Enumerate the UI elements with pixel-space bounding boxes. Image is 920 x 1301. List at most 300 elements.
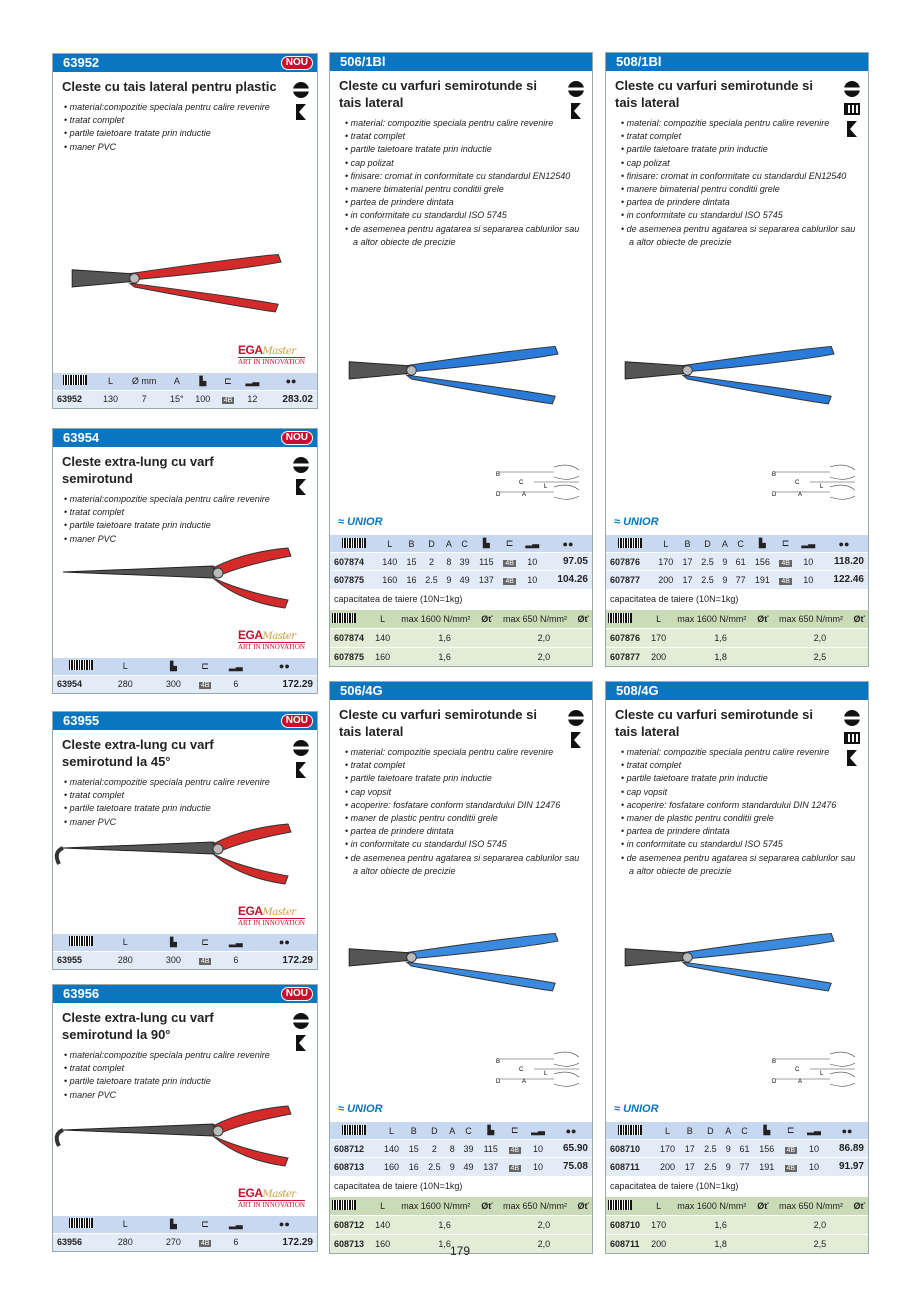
- product-body: [53, 730, 317, 933]
- cell: 10: [802, 1158, 826, 1176]
- table-header: [330, 535, 592, 553]
- product-card: [605, 52, 869, 667]
- cell: 608711: [606, 1158, 655, 1176]
- cell: 137: [474, 571, 499, 589]
- new-badge: NOU: [281, 987, 313, 1001]
- barcode-icon: [53, 372, 97, 390]
- feature-item: • tratat complet: [62, 789, 309, 802]
- quantity-icon: ▂▃: [240, 372, 265, 390]
- ega-tagline: ART IN INNOVATION: [238, 357, 305, 366]
- side-cutter-icon: [571, 103, 581, 119]
- cell: 100: [189, 390, 216, 408]
- table-header: [606, 1122, 868, 1140]
- cell: 17: [680, 1140, 699, 1158]
- product-card: [52, 984, 318, 1252]
- barcode-icon: [342, 538, 366, 548]
- round-jaw-icon: [293, 82, 309, 98]
- cell: 160: [372, 1234, 394, 1253]
- product-image: [606, 339, 868, 424]
- package-icon: ⊏: [190, 933, 220, 951]
- cell: 2,0: [496, 628, 592, 647]
- package-icon: ⊏: [190, 1215, 220, 1233]
- barcode-icon: [69, 660, 93, 670]
- cutting-row: [606, 1234, 868, 1253]
- feature-item: • partile taietoare tratate prin inductie: [62, 519, 309, 532]
- feature-item: • cap polizat: [615, 157, 860, 170]
- cell: 10: [797, 571, 820, 589]
- price-table: [606, 534, 868, 589]
- col-header: Øť: [850, 609, 868, 628]
- product-code: 63952: [63, 55, 100, 70]
- cell: 6: [220, 951, 252, 969]
- serrated-jaw-icon: [844, 732, 860, 744]
- feature-item: • partile taietoare tratate prin inductie: [62, 127, 309, 140]
- cell: 104.26: [544, 571, 592, 589]
- cell: 2,0: [772, 1215, 868, 1234]
- col-header: L: [648, 1196, 670, 1215]
- feature-list: [615, 117, 860, 249]
- ega: EGA: [238, 342, 263, 357]
- cell: [149, 1233, 156, 1251]
- feature-item: • material:compozitie speciala pentru calire revenire: [62, 101, 309, 114]
- cell: [216, 390, 239, 408]
- product-body: [606, 700, 868, 1121]
- cell: 86.89: [826, 1140, 868, 1158]
- cell: 16: [402, 571, 420, 589]
- barcode-icon: [606, 535, 653, 553]
- cutting-row: [330, 1215, 592, 1234]
- cell: 77: [735, 1158, 754, 1176]
- feature-item: • material:compozitie speciala pentru calire revenire: [62, 493, 309, 506]
- feature-item: • tratat complet: [339, 759, 584, 772]
- barcode-icon: [332, 613, 356, 623]
- col-header-empty: [142, 933, 149, 951]
- cell: 17: [678, 571, 696, 589]
- cell: 97.05: [544, 553, 592, 571]
- cell: 2.5: [421, 571, 443, 589]
- product-code-header: [330, 682, 592, 700]
- cell: 91.97: [826, 1158, 868, 1176]
- svg-text:B: B: [496, 1059, 501, 1065]
- cell: [499, 553, 521, 571]
- cell: 49: [459, 1158, 478, 1176]
- price-table: [53, 657, 317, 694]
- feature-list: [339, 117, 584, 249]
- cell: 10: [802, 1140, 826, 1158]
- cell: 15°: [164, 390, 189, 408]
- cell: 61: [735, 1140, 754, 1158]
- cell: 63955: [53, 951, 108, 969]
- cell: 191: [750, 571, 775, 589]
- col-header: Øť: [754, 609, 772, 628]
- product-code: 63955: [63, 713, 100, 728]
- quantity-icon: ▂▃: [220, 1215, 252, 1233]
- feature-item: • maner PVC: [62, 1089, 309, 1102]
- col-header: max 650 N/mm²: [772, 1196, 851, 1215]
- ega-logo-text: [238, 1186, 305, 1200]
- cell: 607877: [606, 571, 653, 589]
- weight-icon: ▙: [156, 1215, 190, 1233]
- cell: 9: [722, 1140, 736, 1158]
- cell: 1,6: [394, 628, 496, 647]
- barcode-icon: [606, 609, 648, 628]
- barcode-icon: [330, 609, 372, 628]
- barcode-icon: [332, 1200, 356, 1210]
- product-code: 508/1Bl: [616, 54, 662, 69]
- ega-master-logo: [238, 1186, 305, 1209]
- cell: 607875: [330, 571, 377, 589]
- side-cutter-icon: [296, 479, 306, 495]
- col-header: D: [697, 535, 719, 553]
- feature-item: • tratat complet: [339, 130, 584, 143]
- price-table: [606, 1121, 868, 1176]
- round-jaw-icon: [844, 710, 860, 726]
- cell: 137: [478, 1158, 504, 1176]
- package-badge: 4B: [781, 577, 790, 585]
- package-icon: ⊏: [190, 657, 220, 675]
- cell: 39: [459, 1140, 478, 1158]
- round-jaw-icon: [568, 81, 584, 97]
- product-code: 63954: [63, 430, 100, 445]
- cell: 10: [521, 571, 544, 589]
- svg-text:A: A: [798, 1079, 803, 1085]
- cell: 6: [220, 675, 252, 693]
- cell: 607874: [330, 628, 372, 647]
- cell: 1,6: [670, 628, 772, 647]
- price-coins-icon: ●●: [550, 1122, 592, 1140]
- svg-text:L: L: [820, 1071, 824, 1077]
- cutting-table: [330, 609, 592, 667]
- feature-item: • partile taietoare tratate prin inductie: [615, 143, 860, 156]
- round-jaw-icon: [293, 740, 309, 756]
- cell: 160: [379, 1158, 405, 1176]
- table-row: [330, 1140, 592, 1158]
- cell: 1,8: [670, 1234, 772, 1253]
- svg-text:C: C: [795, 480, 800, 486]
- cell: 608713: [330, 1234, 372, 1253]
- feature-item: • tratat complet: [62, 114, 309, 127]
- cell: 2: [421, 553, 443, 571]
- cell: 200: [648, 647, 670, 666]
- col-header: max 1600 N/mm²: [670, 609, 754, 628]
- price-coins-icon: ●●: [252, 657, 317, 675]
- cell: 63952: [53, 390, 97, 408]
- col-header-empty: [149, 1215, 156, 1233]
- pliers-image: [606, 339, 836, 419]
- pliers-image: [53, 247, 283, 327]
- cell: 130: [97, 390, 124, 408]
- table-header: [606, 535, 868, 553]
- cell: 2,0: [496, 647, 592, 666]
- weight-icon: ▙: [156, 933, 190, 951]
- ega-logo-text: [238, 343, 305, 357]
- barcode-icon: [53, 933, 108, 951]
- cell: 61: [731, 553, 749, 571]
- cell: [149, 951, 156, 969]
- table-row: [330, 553, 592, 571]
- dimension-diagram: [770, 1049, 860, 1101]
- col-header-empty: [142, 1215, 149, 1233]
- cell: 280: [108, 1233, 142, 1251]
- pliers-image: [330, 339, 560, 419]
- cell: 9: [718, 553, 731, 571]
- package-badge: 4B: [200, 1240, 210, 1248]
- ega-master-logo: [238, 628, 305, 651]
- product-card: [329, 52, 593, 667]
- product-code: 506/1Bl: [340, 54, 386, 69]
- cell: 1,8: [670, 647, 772, 666]
- cell: 140: [377, 553, 402, 571]
- weight-icon: ▙: [156, 657, 190, 675]
- feature-item: • tratat complet: [615, 759, 860, 772]
- package-badge: 4B: [505, 559, 514, 567]
- feature-item: • partea de prindere dintata: [615, 825, 860, 838]
- cell: 1,6: [394, 647, 496, 666]
- table-row: [606, 553, 868, 571]
- col-header: B: [404, 1122, 423, 1140]
- ega-logo-text: [238, 628, 305, 642]
- feature-item: • manere bimaterial pentru conditii grele: [615, 183, 860, 196]
- product-title: Cleste extra-lung cu varf semirotund la 90°: [62, 1010, 214, 1042]
- cell: 156: [750, 553, 775, 571]
- barcode-icon: [342, 1125, 366, 1135]
- cell: 63956: [53, 1233, 108, 1251]
- dimension-drawing: [494, 462, 584, 512]
- cell: 200: [653, 571, 678, 589]
- product-image: [53, 818, 317, 903]
- product-title: Cleste extra-lung cu varf semirotund la 45°: [62, 737, 214, 769]
- col-header: L: [379, 1122, 405, 1140]
- cell: 118.20: [820, 553, 868, 571]
- barcode-icon: [330, 535, 377, 553]
- price-table: [330, 534, 592, 589]
- price-coins-icon: ●●: [544, 535, 592, 553]
- product-image: [53, 542, 317, 627]
- cutting-header: [330, 609, 592, 628]
- product-body: [53, 447, 317, 657]
- col-header: L: [108, 1215, 142, 1233]
- quantity-icon: ▂▃: [220, 657, 252, 675]
- price-coins-icon: ●●: [826, 1122, 868, 1140]
- cell: 15: [402, 553, 420, 571]
- pliers-image: [53, 542, 293, 622]
- feature-item: • cap vopsit: [615, 786, 860, 799]
- svg-text:D: D: [496, 1079, 501, 1085]
- cell: 115: [478, 1140, 504, 1158]
- product-image: [53, 1100, 317, 1185]
- cell: 1,6: [670, 1215, 772, 1234]
- quantity-icon: ▂▃: [802, 1122, 826, 1140]
- cell: 10: [797, 553, 820, 571]
- col-header: L: [108, 657, 142, 675]
- product-card: [52, 53, 318, 409]
- side-cutter-icon: [296, 762, 306, 778]
- cell: 608713: [330, 1158, 379, 1176]
- feature-item: • in conformitate cu standardul ISO 5745: [339, 209, 584, 222]
- product-code: 506/4G: [340, 683, 383, 698]
- cell: 607876: [606, 553, 653, 571]
- svg-text:C: C: [795, 1067, 800, 1073]
- cell: 607876: [606, 628, 648, 647]
- cutting-row: [330, 628, 592, 647]
- col-header: A: [442, 535, 455, 553]
- svg-text:B: B: [772, 472, 777, 478]
- feature-item: • de asemenea pentru agatarea si separarea cablurilor sau a altor obiecte de precizie: [615, 223, 860, 249]
- serrated-jaw-icon: [844, 103, 860, 115]
- product-body: [53, 72, 317, 372]
- package-badge: 4B: [786, 1164, 796, 1172]
- cell: 39: [455, 553, 473, 571]
- cutting-row: [606, 647, 868, 666]
- col-header: L: [653, 535, 678, 553]
- barcode-icon: [606, 1122, 655, 1140]
- cell: 1,6: [394, 1234, 496, 1253]
- cell: 2.5: [699, 1140, 721, 1158]
- cutting-type-icons: [568, 710, 584, 748]
- quantity-icon: ▂▃: [521, 535, 544, 553]
- col-header: L: [372, 1196, 394, 1215]
- cutting-table: [606, 1196, 868, 1254]
- cell: 17: [678, 553, 696, 571]
- feature-item: • partea de prindere dintata: [615, 196, 860, 209]
- table-header: [53, 657, 317, 675]
- col-header: Øť: [754, 1196, 772, 1215]
- cutting-type-icons: [293, 1013, 309, 1051]
- dimension-diagram: [494, 462, 584, 514]
- col-header-empty: [142, 657, 149, 675]
- table-header: [53, 372, 317, 390]
- barcode-icon: [618, 1125, 642, 1135]
- barcode-icon: [608, 1200, 632, 1210]
- product-code-header: [53, 712, 317, 730]
- package-icon: ⊏: [780, 1122, 802, 1140]
- cutting-row: [606, 628, 868, 647]
- price-coins-icon: ●●: [820, 535, 868, 553]
- col-header: B: [402, 535, 420, 553]
- weight-icon: ▙: [474, 535, 499, 553]
- table-row: [330, 571, 592, 589]
- round-jaw-icon: [568, 710, 584, 726]
- product-image: [606, 926, 868, 1011]
- col-header: Øť: [574, 1196, 592, 1215]
- cell: [142, 1233, 149, 1251]
- svg-text:L: L: [544, 484, 548, 490]
- col-header: max 650 N/mm²: [496, 1196, 575, 1215]
- feature-item: • de asemenea pentru agatarea si separarea cablurilor sau a altor obiecte de precizie: [615, 852, 860, 878]
- package-badge: 4B: [200, 682, 210, 690]
- feature-item: • partile taietoare tratate prin inductie: [62, 802, 309, 815]
- product-body: [330, 700, 592, 1121]
- col-header: L: [648, 609, 670, 628]
- cutting-header: [606, 609, 868, 628]
- product-code: 508/4G: [616, 683, 659, 698]
- side-cutter-icon: [296, 1035, 306, 1051]
- col-header: L: [655, 1122, 681, 1140]
- cutting-table: [606, 609, 868, 667]
- cell: 160: [377, 571, 402, 589]
- col-header: max 1600 N/mm²: [394, 1196, 478, 1215]
- cell: 115: [474, 553, 499, 571]
- product-body: [606, 71, 868, 534]
- col-header: L: [97, 372, 124, 390]
- weight-icon: ▙: [478, 1122, 504, 1140]
- col-header: max 650 N/mm²: [496, 609, 575, 628]
- cell: 607874: [330, 553, 377, 571]
- col-header: L: [372, 609, 394, 628]
- new-badge: NOU: [281, 56, 313, 70]
- table-row: [53, 675, 317, 693]
- price-coins-icon: ●●: [252, 1215, 317, 1233]
- col-header: D: [421, 535, 443, 553]
- pliers-image: [53, 818, 293, 898]
- cutting-capacity-caption: capacitatea de taiere (10N=1kg): [330, 1176, 592, 1196]
- col-header: C: [735, 1122, 754, 1140]
- dimension-diagram: [770, 462, 860, 514]
- feature-item: • maner PVC: [62, 533, 309, 546]
- barcode-icon: [608, 613, 632, 623]
- cell: [499, 571, 521, 589]
- price-table: [330, 1121, 592, 1176]
- package-badge: 4B: [786, 1146, 796, 1154]
- product-body: [53, 1003, 317, 1215]
- cell: 608711: [606, 1234, 648, 1253]
- cutting-type-icons: [293, 740, 309, 778]
- col-header: Øť: [478, 1196, 496, 1215]
- round-jaw-icon: [844, 81, 860, 97]
- side-cutter-icon: [296, 104, 306, 120]
- cell: 172.29: [252, 951, 317, 969]
- barcode-icon: [618, 538, 642, 548]
- table-header: [53, 1215, 317, 1233]
- cell: 7: [124, 390, 164, 408]
- product-code-header: [330, 53, 592, 71]
- col-header: B: [680, 1122, 699, 1140]
- table-row: [53, 951, 317, 969]
- new-badge: NOU: [281, 431, 313, 445]
- cell: 608710: [606, 1215, 648, 1234]
- svg-text:A: A: [522, 492, 527, 498]
- package-badge: 4B: [510, 1164, 520, 1172]
- cell: 9: [718, 571, 731, 589]
- dimension-drawing: [494, 1049, 584, 1099]
- svg-text:D: D: [772, 1079, 777, 1085]
- svg-text:A: A: [522, 1079, 527, 1085]
- col-header: max 1600 N/mm²: [394, 609, 478, 628]
- cell: [190, 1233, 220, 1251]
- cell: 2.5: [697, 571, 719, 589]
- col-header: max 1600 N/mm²: [670, 1196, 754, 1215]
- round-jaw-icon: [293, 457, 309, 473]
- svg-text:D: D: [496, 492, 501, 498]
- feature-item: • cap vopsit: [339, 786, 584, 799]
- product-code-header: [606, 682, 868, 700]
- package-icon: ⊏: [504, 1122, 526, 1140]
- quantity-icon: ▂▃: [797, 535, 820, 553]
- cell: 77: [731, 571, 749, 589]
- feature-item: • finisare: cromat in conformitate cu standardul EN12540: [615, 170, 860, 183]
- cutting-header: [606, 1196, 868, 1215]
- cell: 140: [379, 1140, 405, 1158]
- feature-item: • de asemenea pentru agatarea si separarea cablurilor sau a altor obiecte de precizie: [339, 852, 584, 878]
- cell: 200: [655, 1158, 681, 1176]
- cell: 191: [754, 1158, 780, 1176]
- unior-logo: ≈ UNIOR: [338, 516, 383, 528]
- feature-item: • tratat complet: [62, 506, 309, 519]
- feature-item: • tratat complet: [62, 1062, 309, 1075]
- col-header: L: [108, 933, 142, 951]
- package-badge: 4B: [223, 397, 233, 405]
- col-header: C: [459, 1122, 478, 1140]
